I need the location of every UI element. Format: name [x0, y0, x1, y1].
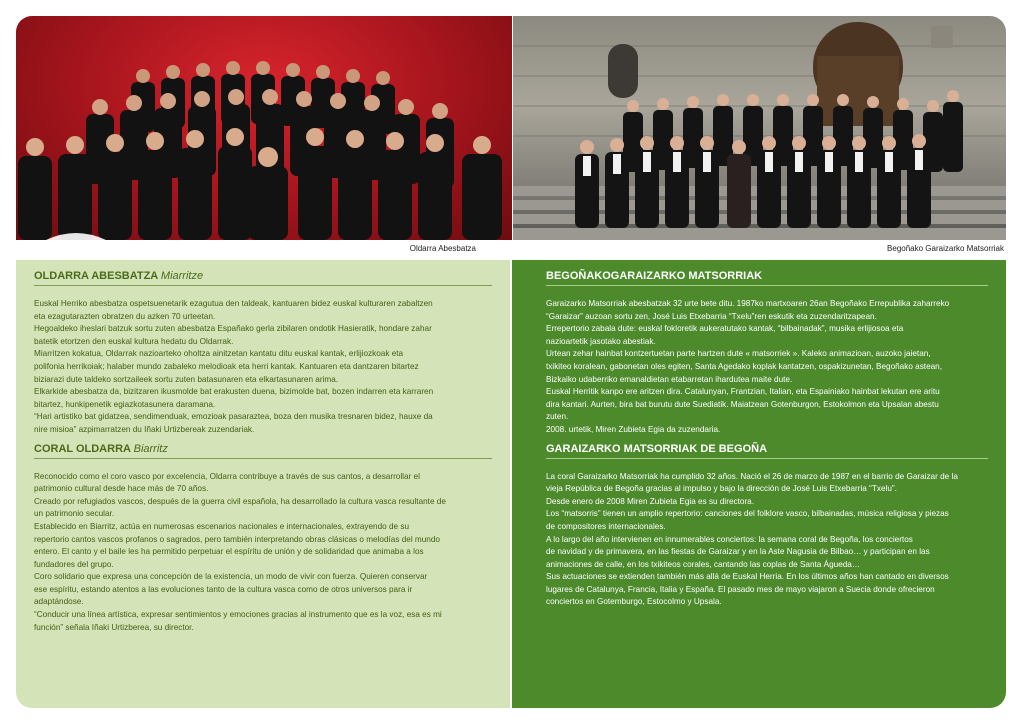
section-title-coral-oldarra — [34, 443, 492, 459]
brochure-page — [16, 16, 1006, 708]
section-title-garaizarko-de-begona — [546, 443, 988, 459]
section-body-garaizarko-de-begona: La coral Garaizarko Matsorriak ha cumplido 32 años. Nació el 26 de marzo de 1987 en el barrio de Garaizar de la vieja República de Begoña gracias al impulso y bajo la dirección de José Luis Etxebarria “Txelu”. Desde enero de 2008 Miren Zubieta Egia es su directora. Los “matsorris” tienen un amplio repertorio: canciones del folklore vasco, bilbainadas, música religiosa y piezas de compositores internacionales. A lo largo del año intervienen en innumerables conciertos: la semana coral de Begoña, los conciertos de navidad y de primavera, en las fiestas de Garaizar y en la Aste Nagusia de Bilbao… y participan en las animaciones de calle, en los txikiteos corales, cantando las coplas de Santa Águeda… Sus actuaciones se extienden también más allá de Euskal Herria. En los últimos años han cantado en diversos lugares de Catalunya, Francia, Italia y España. El pasado mes de mayo viajaron a Suecia donde ofrecieron conciertos en Gotemburgo, Estocolmo y Upsala. — [546, 471, 958, 607]
section-body-oldarra-abesbatza: Euskal Herriko abesbatza ospetsuenetarik ezagutua den taldeak, kantuaren bidez euskal kulturaren zabaltzen eta ezagutarazten obratzen du azken 70 urteetan. Hegoaldeko iheslari batzuk sortu zuten abesbatza Españako gerla zibilaren ondotik Hasieratik, hondare zahar batetik etortzen den euskal kultura hedatu du Oldarrak. Miarritzen kokatua, Oldarrak nazioarteko oholtza ainitzetan kantatu ditu euskal kantak, erlijiozkoak eta polifonia herrikoiak; halaber mundo zabaleko melodioak eta herri kantak. Kantuaren eta dantzaren bitartez biziarazi dute taldeko sortzaileek sortu zuten batasunaren eta elkartasunaren arima. Elkarkide abesbatza da, bizitzaren ikusmolde bat erakusten duena, bizimolde bat, bozen indarren eta karraren bitartez, hunkipenetik egiazkotasunera daramana. “Hari artistiko bat gidatzea, sendimenduak, emozioak pasaraztea, boza den musika tresnaren bidez, hauxe da nire misioa” azpimarratzen du Iñaki Urtizbereak zuzendariak. — [34, 299, 434, 434]
garaizarko-choir-illustration — [513, 16, 1006, 240]
section-body-coral-oldarra: Reconocido como el coro vasco por excelencia, Oldarra contribuye a través de sus cantos, a desarrollar el patrimonio cultural desde hace más de 70 años. Creado por refugiados vascos, después de la guerra civil española, ha desarrollado la cultura vasca resultante de un patrimonio secular. Establecido en Biarritz, actúa en numerosas escenarios nacionales e internacionales, extrayendo de su repertorio cantos vascos profanos o sagrados, pero también interpretando obras clásicas o melodías del mundo entero. El canto y el baile les ha permitido perpetuar el espíritu de unión y de solidaridad que animaba a los fundadores del grupo. Coro solidario que expresa una concepción de la existencia, un modo de vivir con fuerza. Quieren conservar ese espíritu, estando atentos a las evoluciones tanto de la cultura vasca como de otros universos para ir adaptándose. “Conducir una línea artística, expresar sentimientos y emociones gracias al instrumento que es la voz, esa es mi función” señala Iñaki Urtizberea, su director. — [34, 471, 446, 632]
section-title-text: OLDARRA ABESBATZA — [34, 270, 158, 282]
photo-caption-right: Begoñako Garaizarko Matsorriak — [887, 244, 1004, 253]
section-title-text: CORAL OLDARRA — [34, 442, 131, 455]
left-text-panel — [16, 260, 510, 708]
section-title-text: BEGOÑAKOGARAIZARKO MATSORRIAK — [546, 270, 763, 282]
section-title-place: Biarritz — [133, 442, 168, 455]
oldarra-choir-illustration — [16, 16, 512, 240]
photo-caption-left: Oldarra Abesbatza — [409, 244, 476, 253]
section-title-begonakogaraizarko — [546, 270, 988, 286]
section-title-place: Miarritze — [160, 270, 204, 282]
oldarra-choir-photo — [16, 16, 512, 240]
section-title-text: GARAIZARKO MATSORRIAK DE BEGOÑA — [546, 442, 768, 455]
garaizarko-choir-photo — [513, 16, 1006, 240]
section-title-oldarra-abesbatza — [34, 270, 492, 286]
right-text-panel — [512, 260, 1006, 708]
photo-captions — [16, 240, 1006, 260]
section-body-begonakogaraizarko: Garaizarko Matsorriak abesbatzak 32 urte bete ditu. 1987ko martxoaren 26an Begoñako Errepublika zaharreko “Garaizar” auzoan sortu zen, José Luis Etxebarria “Txelu”ren eskutik eta zuzendaritzapean. Errepertorio zabala dute: euskal fokloretik aukeratutako kantak, “bilbainadak”, musika erlijiosoa eta nazioartetik jasotako abestiak. Urtean zehar hainbat kontzertuetan parte hartzen dute « matsorriek ». Kaleko animazioan, auzoko jaietan, txikiteo koralean, gabonetan oles egiten, Santa Agedako koplak kantatzen, ospakizunetan, Begoñako astean, Bizkaiko udaberriko emanaldietan etabarretan ihardutea maite dute. Euskal Herritik kanpo ere aritzen dira. Catalunyan, Frantzian, Italian, eta Espainiako hainbat lekutan ere aritu dira kantari. Aurten, bira bat burutu dute Suediatik. Maiatzean Gotenburgon, Estokolmon eta Upsalan abestu zuten. 2008. urtetik, Miren Zubieta Egia da zuzendaria. — [546, 299, 950, 434]
